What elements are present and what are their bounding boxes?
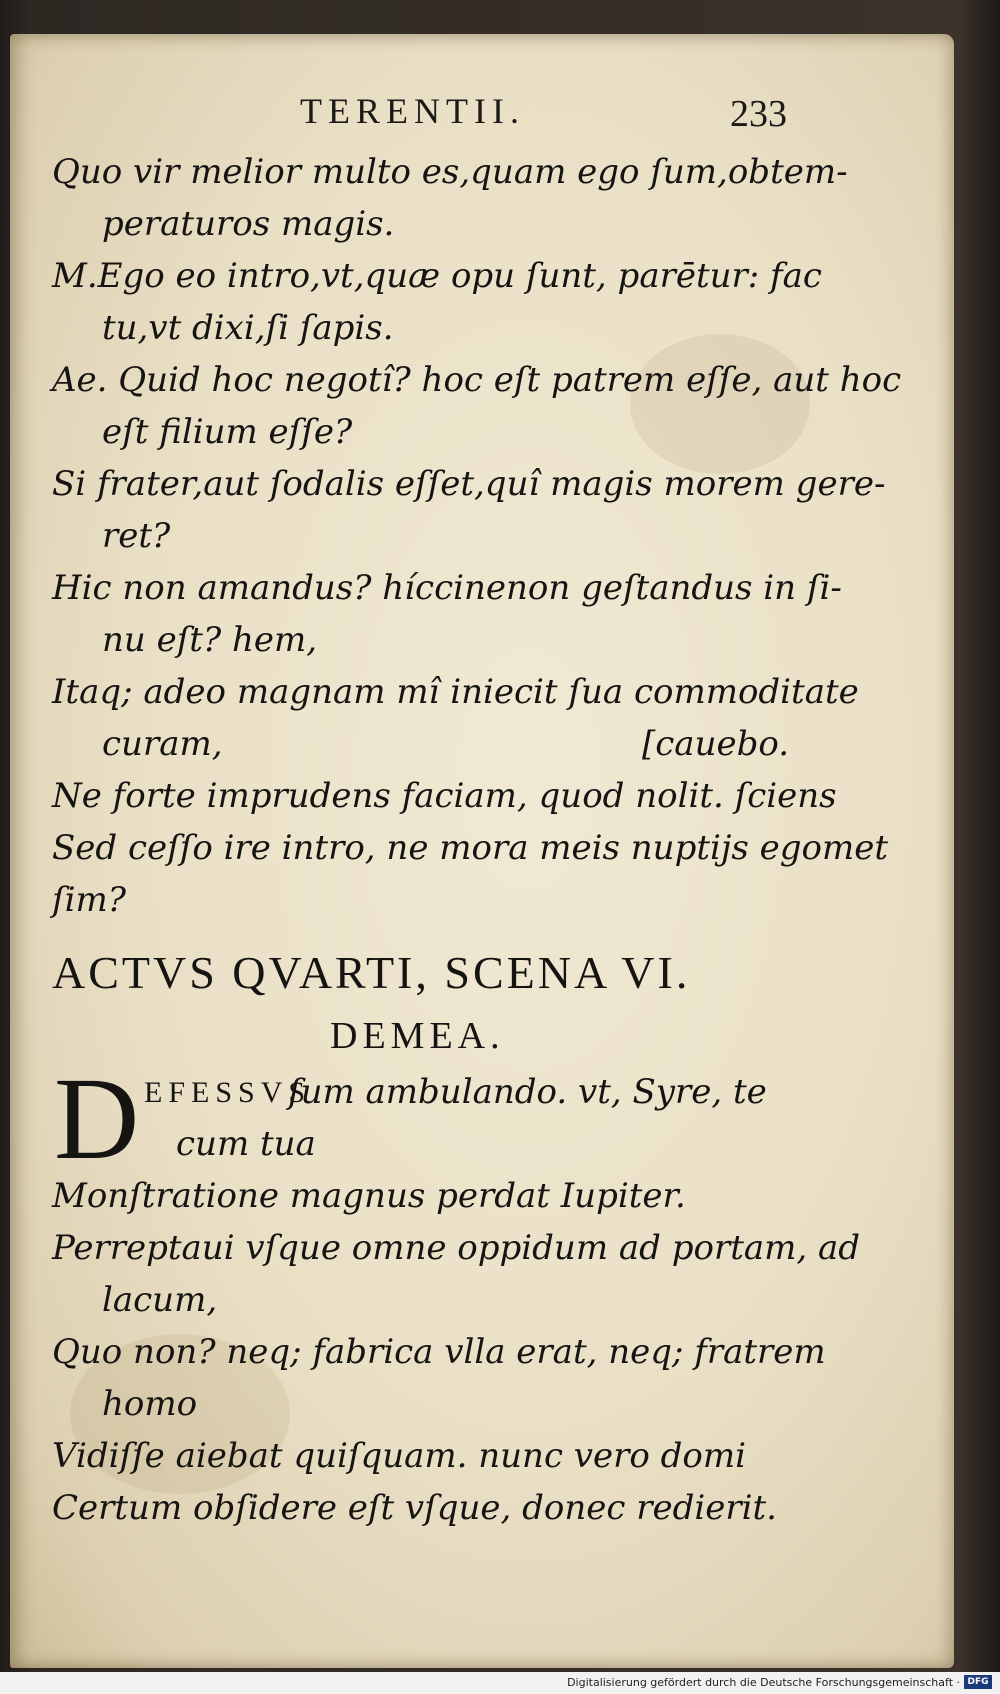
- verse-line: Quo vir melior multo es,quam ego ſum,obtem-: [52, 152, 848, 192]
- scene-heading: ACTVS QVARTI, SCENA VI.: [52, 947, 691, 998]
- verse-line: lacum,: [102, 1280, 218, 1320]
- drop-cap: D: [54, 1053, 140, 1184]
- bracketed-carryover: [cauebo.: [642, 724, 790, 764]
- verse-line: Sed ceſſo ire intro, ne mora meis nuptijs egomet: [52, 828, 889, 868]
- verse-line: M.Ego eo intro,vt,quæ opu ſunt, parētur: fac: [52, 256, 822, 296]
- verse-line: Ne forte imprudens faciam, quod nolit. ſciens: [52, 776, 837, 816]
- verse-line: tu,vt dixi,ſi ſapis.: [102, 308, 394, 348]
- running-head: TERENTII.: [300, 91, 525, 131]
- page-number: 233: [730, 93, 787, 135]
- verse-line: peraturos magis.: [102, 204, 395, 244]
- verse-line: Si frater,aut ſodalis eſſet,quî magis morem gere-: [52, 464, 886, 504]
- verse-line: nu eſt? hem,: [102, 620, 318, 660]
- speaker-heading: DEMEA.: [330, 1015, 505, 1057]
- first-line-small-caps: EFESSVS: [144, 1076, 312, 1109]
- verse-line: Itaq; adeo magnam mî iniecit ſua commoditate: [52, 672, 859, 712]
- footer-credit: Digitalisierung gefördert durch die Deutsche Forschungsgemeinschaft ·: [567, 1676, 960, 1689]
- book-page: [10, 34, 954, 1668]
- verse-line: ſim?: [52, 880, 126, 920]
- verse-line: cum tua: [176, 1124, 316, 1164]
- verse-line: eſt filium eſſe?: [102, 412, 353, 452]
- verse-line: Hic non amandus? híccinenon geſtandus in ſi-: [52, 568, 842, 608]
- verse-line: curam,: [102, 724, 223, 764]
- verse-line: homo: [102, 1384, 198, 1424]
- verse-line: ret?: [102, 516, 171, 556]
- verse-line: ſum ambulando. vt, Syre, te: [288, 1072, 767, 1112]
- verse-line: Ae. Quid hoc negotî? hoc eſt patrem eſſe, aut hoc: [52, 360, 902, 400]
- verse-line: Monſtratione magnus perdat Iupiter.: [52, 1176, 686, 1216]
- verse-line: Quo non? neq; fabrica vlla erat, neq; fratrem: [52, 1332, 826, 1372]
- dfg-logo: DFG: [964, 1675, 992, 1689]
- verse-line: Perreptaui vſque omne oppidum ad portam, ad: [52, 1228, 861, 1268]
- verse-line: Vidiſſe aiebat quiſquam. nunc vero domi: [52, 1436, 746, 1476]
- verse-line: Certum obſidere eſt vſque, donec redierit.: [52, 1488, 777, 1528]
